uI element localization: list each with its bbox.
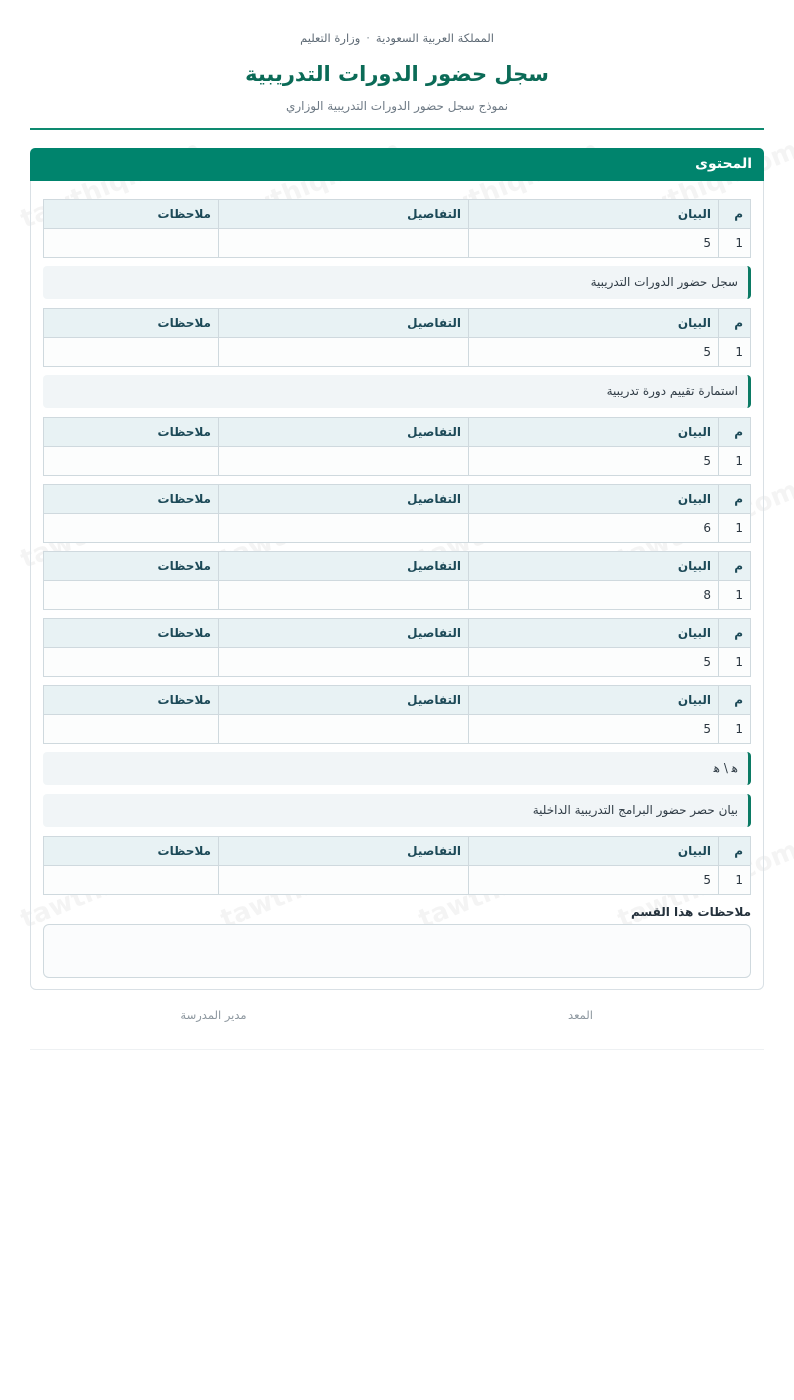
cell-row-number: 1 [719, 866, 751, 895]
table-header-row [44, 619, 751, 648]
column-header-remarks: ملاحظات [44, 485, 219, 514]
cell-details[interactable] [219, 229, 469, 258]
column-header-row-number: م [719, 418, 751, 447]
column-header-remarks: ملاحظات [44, 619, 219, 648]
signature-row [30, 1008, 764, 1028]
document-header [30, 0, 764, 130]
table-header-row [44, 552, 751, 581]
section-note: بيان حصر حضور البرامج التدريبية الداخلية [43, 794, 751, 827]
column-header-row-number: م [719, 552, 751, 581]
cell-remarks[interactable] [44, 715, 219, 744]
table-header-row [44, 485, 751, 514]
cell-statement: 8 [469, 581, 719, 610]
header-divider [30, 128, 764, 130]
table-header-row [44, 837, 751, 866]
table-header-row [44, 200, 751, 229]
section-notes-field[interactable] [43, 924, 751, 978]
table-row [44, 648, 751, 677]
cell-row-number: 1 [719, 581, 751, 610]
section-note: استمارة تقييم دورة تدريبية [43, 375, 751, 408]
cell-remarks[interactable] [44, 648, 219, 677]
cell-details[interactable] [219, 581, 469, 610]
column-header-statement: البيان [469, 485, 719, 514]
section-note: سجل حضور الدورات التدريبية [43, 266, 751, 299]
country-name: المملكة العربية السعودية [375, 31, 494, 45]
section-notes-label: ملاحظات هذا القسم [630, 905, 751, 919]
column-header-details: التفاصيل [219, 552, 469, 581]
preparer-signature: المعد [568, 1008, 593, 1022]
data-table [43, 551, 751, 610]
table-row [44, 866, 751, 895]
data-table [43, 308, 751, 367]
column-header-remarks: ملاحظات [44, 418, 219, 447]
cell-statement: 5 [469, 447, 719, 476]
column-header-details: التفاصيل [219, 837, 469, 866]
column-header-statement: البيان [469, 686, 719, 715]
column-header-remarks: ملاحظات [44, 552, 219, 581]
data-table [43, 836, 751, 895]
page-subtitle: نموذج سجل حضور الدورات التدريبية الوزاري [285, 99, 509, 113]
cell-remarks[interactable] [44, 338, 219, 367]
cell-row-number: 1 [719, 338, 751, 367]
section-note: ﮬ \ ﮬ [43, 752, 751, 785]
column-header-remarks: ملاحظات [44, 837, 219, 866]
column-header-details: التفاصيل [219, 309, 469, 338]
content-blocks [43, 199, 751, 895]
table-row [44, 514, 751, 543]
column-header-details: التفاصيل [219, 686, 469, 715]
footer-divider [30, 1049, 764, 1050]
table-row [44, 581, 751, 610]
cell-statement: 6 [469, 514, 719, 543]
cell-details[interactable] [219, 514, 469, 543]
table-row [44, 338, 751, 367]
column-header-statement: البيان [469, 619, 719, 648]
table-row [44, 715, 751, 744]
column-header-statement: البيان [469, 200, 719, 229]
cell-statement: 5 [469, 866, 719, 895]
table-header-row [44, 686, 751, 715]
column-header-statement: البيان [469, 837, 719, 866]
data-table [43, 199, 751, 258]
column-header-details: التفاصيل [219, 418, 469, 447]
table-row [44, 229, 751, 258]
cell-row-number: 1 [719, 514, 751, 543]
column-header-details: التفاصيل [219, 485, 469, 514]
column-header-remarks: ملاحظات [44, 686, 219, 715]
cell-statement: 5 [469, 229, 719, 258]
table-header-row [44, 418, 751, 447]
data-table [43, 685, 751, 744]
column-header-row-number: م [719, 686, 751, 715]
cell-details[interactable] [219, 447, 469, 476]
cell-statement: 5 [469, 338, 719, 367]
cell-details[interactable] [219, 648, 469, 677]
data-table [43, 417, 751, 476]
table-header-row [44, 309, 751, 338]
ministry-name: وزارة التعليم [300, 31, 361, 45]
cell-row-number: 1 [719, 447, 751, 476]
cell-remarks[interactable] [44, 514, 219, 543]
cell-details[interactable] [219, 866, 469, 895]
column-header-statement: البيان [469, 309, 719, 338]
column-header-row-number: م [719, 837, 751, 866]
table-row [44, 447, 751, 476]
section-title: المحتوى [30, 148, 764, 181]
cell-statement: 5 [469, 715, 719, 744]
column-header-details: التفاصيل [219, 619, 469, 648]
column-header-row-number: م [719, 619, 751, 648]
column-header-remarks: ملاحظات [44, 200, 219, 229]
cell-row-number: 1 [719, 648, 751, 677]
column-header-statement: البيان [469, 552, 719, 581]
cell-statement: 5 [469, 648, 719, 677]
cell-details[interactable] [219, 715, 469, 744]
column-header-row-number: م [719, 485, 751, 514]
column-header-details: التفاصيل [219, 200, 469, 229]
cell-remarks[interactable] [44, 229, 219, 258]
column-header-statement: البيان [469, 418, 719, 447]
column-header-row-number: م [719, 309, 751, 338]
section-body [31, 181, 763, 989]
cell-row-number: 1 [719, 715, 751, 744]
data-table [43, 484, 751, 543]
cell-remarks[interactable] [44, 447, 219, 476]
cell-row-number: 1 [719, 229, 751, 258]
column-header-remarks: ملاحظات [44, 309, 219, 338]
principal-signature: مدير المدرسة [180, 1008, 247, 1022]
column-header-row-number: م [719, 200, 751, 229]
cell-remarks[interactable] [44, 866, 219, 895]
content-section [30, 148, 764, 990]
issuer-line [30, 29, 764, 47]
data-table [43, 618, 751, 677]
separator-dot: · [366, 31, 370, 45]
cell-details[interactable] [219, 338, 469, 367]
page-title: سجل حضور الدورات التدريبية [245, 62, 549, 86]
cell-remarks[interactable] [44, 581, 219, 610]
